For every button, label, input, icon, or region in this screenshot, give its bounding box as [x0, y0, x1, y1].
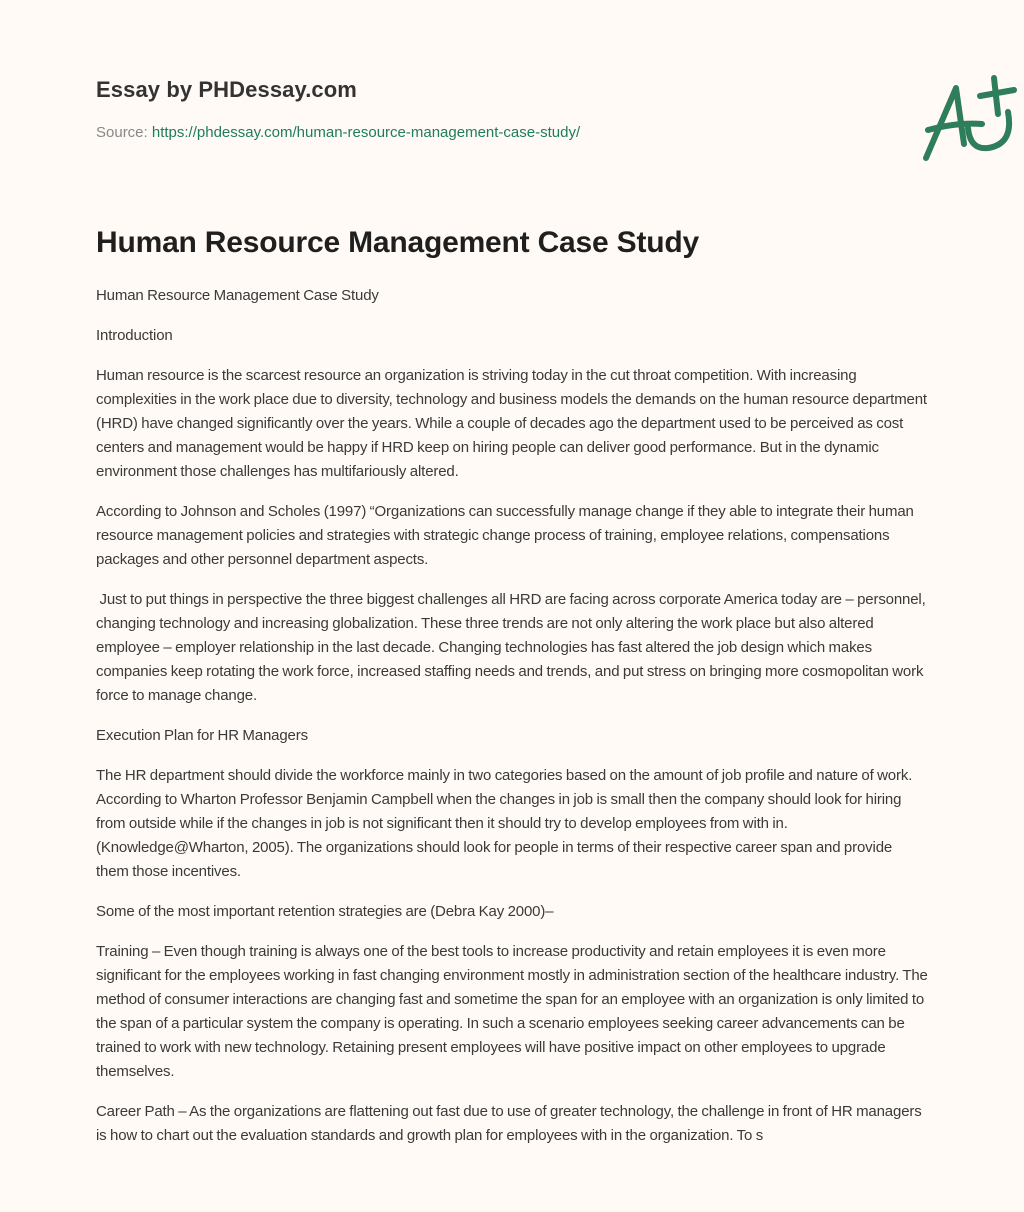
paragraph: The HR department should divide the workforce mainly in two categories based on the amount of job profile and nature of work. According to Wharton Professor Benjamin Campbell when the changes in job is small then the company should look for hiring from outside while if the changes in job is not significant then it should try to develop employees from with in. (Knowledge@Wharton, 2005). The organizations should look for people in terms of their respective career span and provide them those incentives.	[96, 767, 913, 880]
source-link[interactable]: https://phdessay.com/human-resource-management-case-study/	[151, 124, 581, 141]
paragraph: Human resource is the scarcest resource an organization is striving today in the cut throat competition. With increasing complexities in the work place due to diversity, technology and business models the demands on the human resource department (HRD) have changed significantly over the years. While a couple of decades ago the department used to be perceived as cost centers and management would be happy if HRD keep on hiring people can deliver good performance. But in the dynamic environment those challenges has multifariously altered.	[96, 367, 927, 480]
section-heading-introduction: Introduction	[96, 327, 173, 344]
paragraph: Training – Even though training is always one of the best tools to increase productivity and retain employees it is even more significant for the employees working in fast changing environment mostly in administration section of the healthcare industry. The method of consumer interactions are changing fast and sometime the span for an employee with an organization is only limited to the span of a particular system the company is operating. In such a scenario employees seeking career advancements can be trained to work with new technology. Retaining present employees will have positive impact on other employees to upgrade themselves.	[96, 943, 928, 1080]
paragraph: Just to put things in perspective the three biggest challenges all HRD are facing across corporate America today are – personnel, changing technology and increasing globalization. These three trends are not only altering the work place but also altered employee – employer relationship in the last decade. Changing technologies has fast altered the job design which makes companies keep rotating the work force, increased staffing needs and trends, and put stress on bringing more cosmopolitan work force to manage change.	[96, 591, 926, 704]
subtitle-paragraph: Human Resource Management Case Study	[96, 287, 379, 304]
source-label: Source:	[96, 124, 148, 141]
source-line	[96, 124, 580, 141]
article-body	[96, 284, 928, 1164]
section-heading-execution-plan: Execution Plan for HR Managers	[96, 727, 308, 744]
brand-name: Essay by PHDessay.com	[96, 77, 357, 102]
a-plus-grade-icon	[918, 66, 1024, 166]
paragraph: According to Johnson and Scholes (1997) “Organizations can successfully manage change if they able to integrate their human resource management policies and strategies with strategic change process of training, employee relations, compensations packages and other personnel department aspects.	[96, 503, 914, 568]
page-title: Human Resource Management Case Study	[96, 226, 699, 259]
paragraph: Career Path – As the organizations are flattening out fast due to use of greater technology, the challenge in front of HR managers is how to chart out the evaluation standards and growth plan for employees with in the organization. To s	[96, 1103, 922, 1144]
paragraph: Some of the most important retention strategies are (Debra Kay 2000)–	[96, 903, 554, 920]
